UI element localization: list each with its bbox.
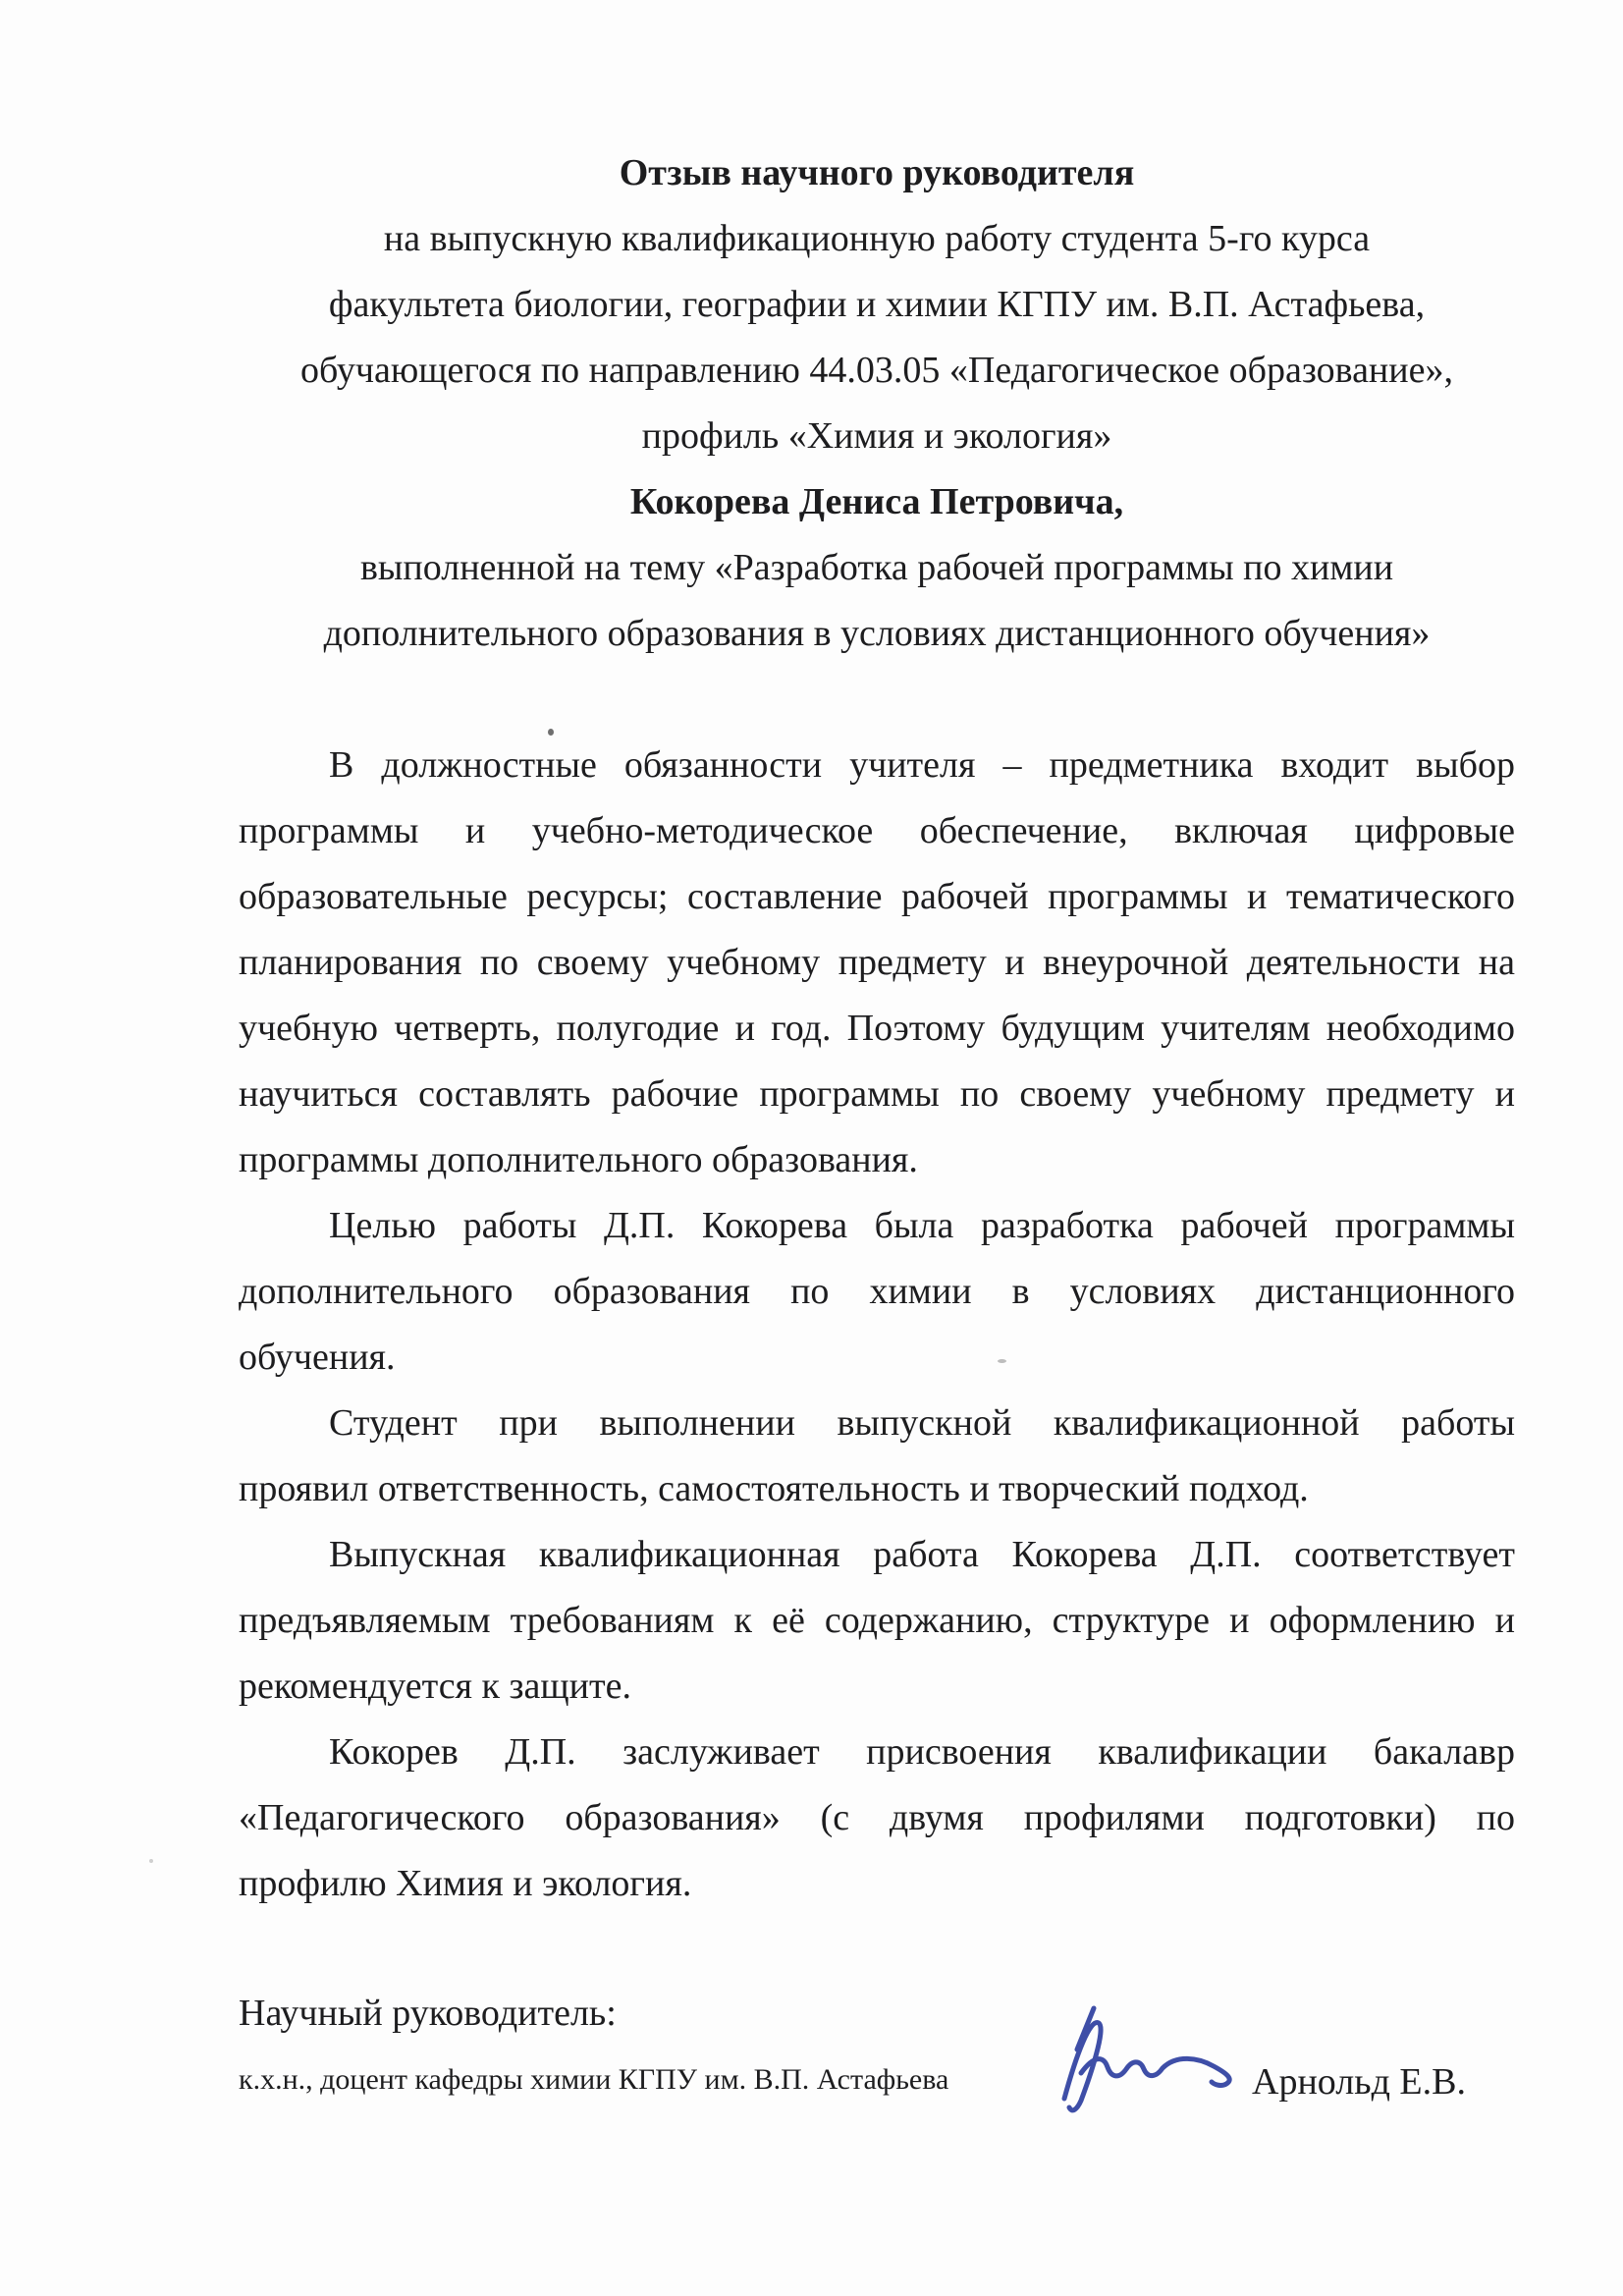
- paragraph: [239, 1193, 1515, 1391]
- document-title: Отзыв научного руководителя: [619, 152, 1135, 193]
- document-body: [239, 733, 1515, 1917]
- paragraph-line: учебную четверть, полугодие и год. Поэтому будущим учителям необходимо: [239, 1008, 1515, 1049]
- paragraph-line: научиться составлять рабочие программы по своему учебному предмету и: [239, 1073, 1515, 1115]
- paragraph-line: Кокорев Д.П. заслуживает присвоения квалификации бакалавр: [329, 1731, 1515, 1773]
- paragraph-line: дополнительного образования по химии в условиях дистанционного: [239, 1271, 1515, 1312]
- paragraph: [239, 733, 1515, 1193]
- paragraph: [239, 1522, 1515, 1720]
- header-line: дополнительного образования в условиях дистанционного обучения»: [323, 613, 1431, 654]
- signature-stroke: [1064, 2008, 1229, 2110]
- paragraph-line: программы и учебно-методическое обеспечение, включая цифровые: [239, 810, 1515, 851]
- paragraph: [239, 1720, 1515, 1917]
- scan-speck: [149, 1859, 153, 1863]
- paragraph-line: программы дополнительного образования.: [239, 1139, 918, 1180]
- paragraph-line: «Педагогического образования» (с двумя профилями подготовки) по: [239, 1797, 1515, 1838]
- header-line: на выпускную квалификационную работу студента 5-го курса: [383, 218, 1371, 259]
- paragraph-line: Выпускная квалификационная работа Кокорева Д.П. соответствует: [329, 1534, 1515, 1575]
- signature-ink: [1031, 1998, 1257, 2126]
- paragraph-line: проявил ответственность, самостоятельность и творческий подход.: [239, 1468, 1309, 1509]
- paragraph-line: Целью работы Д.П. Кокорева была разработка рабочей программы: [329, 1205, 1515, 1246]
- paragraph-line: обучения.: [239, 1337, 396, 1378]
- supervisor-name: Арнольд Е.В.: [1252, 2061, 1466, 2103]
- scan-speck: [998, 1359, 1006, 1363]
- paragraph-line: В должностные обязанности учителя – предметника входит выбор: [329, 744, 1515, 786]
- paragraph-line: Студент при выполнении выпускной квалификационной работы: [329, 1402, 1515, 1444]
- header-line: профиль «Химия и экология»: [641, 415, 1112, 457]
- paragraph-line: рекомендуется к защите.: [239, 1666, 631, 1707]
- scan-speck: [548, 729, 554, 736]
- paragraph: [239, 1391, 1515, 1522]
- student-name: Кокорева Дениса Петровича,: [629, 481, 1124, 522]
- supervisor-label: Научный руководитель:: [239, 1993, 617, 2034]
- paragraph-line: планирования по своему учебному предмету и внеурочной деятельности на: [239, 942, 1515, 983]
- header-line: обучающегося по направлению 44.03.05 «Педагогическое образование»,: [300, 350, 1453, 391]
- paragraph-line: профилю Химия и экология.: [239, 1863, 692, 1904]
- document-header: [239, 140, 1515, 667]
- header-line: факультета биологии, географии и химии КГПУ им. В.П. Астафьева,: [328, 284, 1426, 325]
- paragraph-line: образовательные ресурсы; составление рабочей программы и тематического: [239, 876, 1515, 917]
- supervisor-credentials: к.х.н., доцент кафедры химии КГПУ им. В.П. Астафьева: [239, 2063, 949, 2096]
- paragraph-line: предъявляемым требованиям к её содержанию, структуре и оформлению и: [239, 1600, 1515, 1641]
- header-line: выполненной на тему «Разработка рабочей программы по химии: [359, 547, 1394, 588]
